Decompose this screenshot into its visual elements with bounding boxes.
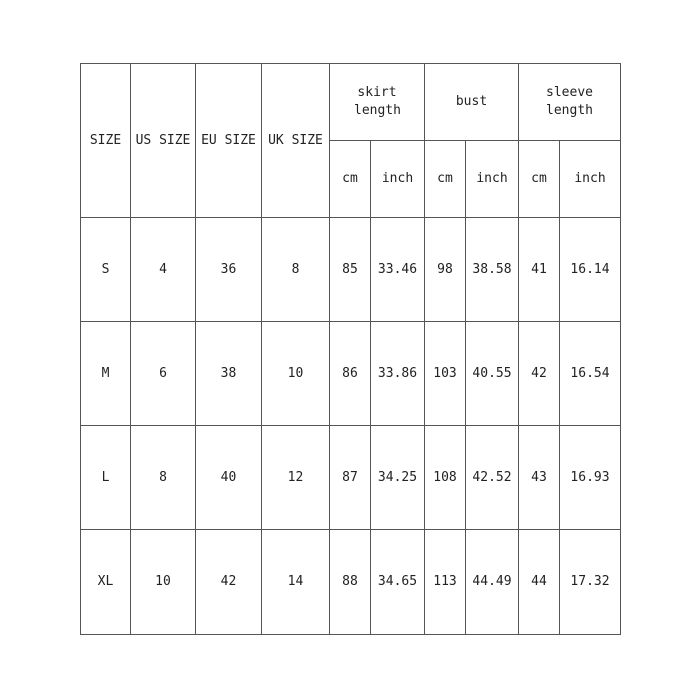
- header-skirt-length-label: skirt length: [354, 85, 401, 118]
- cell-bust-cm: 98: [425, 218, 466, 322]
- cell-bust-inch: 38.58: [466, 218, 519, 322]
- cell-us: 4: [131, 218, 196, 322]
- table-row-s: [81, 218, 621, 322]
- header-sleeve-length: [519, 64, 621, 141]
- unit-sleeve-inch: inch: [560, 141, 621, 218]
- cell-skirt-inch: 34.65: [371, 530, 425, 635]
- cell-uk: 10: [262, 322, 330, 426]
- cell-uk: 12: [262, 426, 330, 530]
- table-row-l: [81, 426, 621, 530]
- cell-eu: 36: [196, 218, 262, 322]
- header-bust: bust: [425, 64, 519, 141]
- cell-skirt-inch: 34.25: [371, 426, 425, 530]
- cell-sleeve-inch: 17.32: [560, 530, 621, 635]
- size-chart-table: [80, 63, 621, 635]
- table-row-xl: [81, 530, 621, 635]
- cell-bust-cm: 108: [425, 426, 466, 530]
- cell-bust-inch: 44.49: [466, 530, 519, 635]
- table-row-m: [81, 322, 621, 426]
- cell-size: L: [81, 426, 131, 530]
- cell-size: XL: [81, 530, 131, 635]
- cell-skirt-inch: 33.46: [371, 218, 425, 322]
- cell-size: M: [81, 322, 131, 426]
- cell-bust-inch: 42.52: [466, 426, 519, 530]
- cell-bust-cm: 103: [425, 322, 466, 426]
- cell-skirt-cm: 87: [330, 426, 371, 530]
- cell-sleeve-cm: 43: [519, 426, 560, 530]
- cell-bust-cm: 113: [425, 530, 466, 635]
- cell-size: S: [81, 218, 131, 322]
- cell-skirt-cm: 85: [330, 218, 371, 322]
- header-us-size: US SIZE: [131, 64, 196, 218]
- cell-sleeve-cm: 42: [519, 322, 560, 426]
- unit-bust-inch: inch: [466, 141, 519, 218]
- cell-us: 6: [131, 322, 196, 426]
- header-sleeve-length-label: sleeve length: [546, 85, 593, 118]
- header-eu-size: EU SIZE: [196, 64, 262, 218]
- header-size: SIZE: [81, 64, 131, 218]
- cell-sleeve-cm: 44: [519, 530, 560, 635]
- cell-sleeve-inch: 16.54: [560, 322, 621, 426]
- cell-eu: 40: [196, 426, 262, 530]
- header-uk-size: UK SIZE: [262, 64, 330, 218]
- cell-skirt-cm: 88: [330, 530, 371, 635]
- cell-eu: 42: [196, 530, 262, 635]
- header-skirt-length: [330, 64, 425, 141]
- unit-skirt-inch: inch: [371, 141, 425, 218]
- cell-skirt-cm: 86: [330, 322, 371, 426]
- cell-sleeve-inch: 16.93: [560, 426, 621, 530]
- unit-bust-cm: cm: [425, 141, 466, 218]
- cell-bust-inch: 40.55: [466, 322, 519, 426]
- cell-sleeve-inch: 16.14: [560, 218, 621, 322]
- cell-skirt-inch: 33.86: [371, 322, 425, 426]
- cell-eu: 38: [196, 322, 262, 426]
- cell-us: 10: [131, 530, 196, 635]
- cell-uk: 8: [262, 218, 330, 322]
- unit-skirt-cm: cm: [330, 141, 371, 218]
- header-row: [81, 64, 621, 141]
- cell-uk: 14: [262, 530, 330, 635]
- cell-us: 8: [131, 426, 196, 530]
- unit-sleeve-cm: cm: [519, 141, 560, 218]
- cell-sleeve-cm: 41: [519, 218, 560, 322]
